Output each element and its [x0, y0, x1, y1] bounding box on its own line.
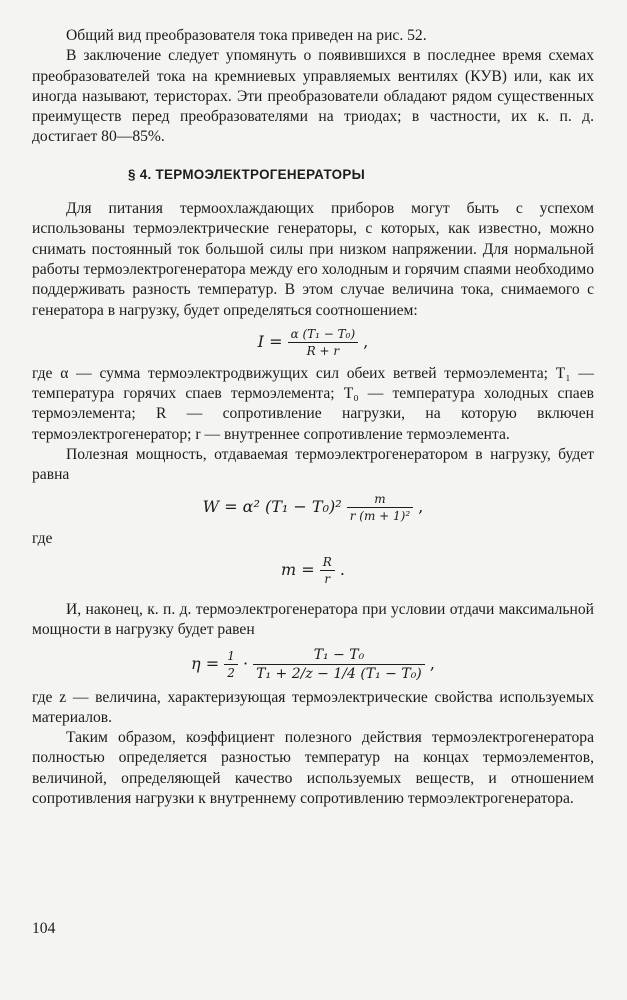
formula-current-denominator: R + r: [306, 343, 340, 358]
section-heading: § 4. ТЕРМОЭЛЕКТРОГЕНЕРАТОРЫ: [128, 166, 365, 182]
formula-current: [32, 327, 594, 358]
paragraph-2: В заключение следует упомянуть о появившихся в последнее время схемах преобразователей тока на кремниевых управляемых вентилях (КУВ) или, как их иногда называют, теристорах. Эти преобразователи обладают рядом существенных преимуществ перед преобразователями на триодах; в частности, их к. п. д. достигает 80—85%.: [32, 47, 594, 146]
paragraph-6: где: [32, 529, 53, 547]
page-number: 104: [32, 920, 56, 937]
formula-ratio-tail: .: [339, 559, 345, 579]
formula-ratio: [32, 555, 594, 586]
formula-ratio-fraction: [320, 555, 335, 586]
formula-power-fraction: [347, 492, 413, 523]
paragraph-9: Таким образом, коэффициент полезного действия термоэлектрогенератора полностью определяется разностью температур на концах термоэлементов, величиной, определяющей качество используемых веществ, и отношением сопротивления нагрузки к внутреннему сопротивлению термоэлектрогенератора.: [32, 729, 594, 808]
formula-current-lhs: I =: [257, 331, 283, 351]
formula-ratio-numerator: R: [320, 555, 335, 571]
formula-ratio-denominator: r: [324, 571, 331, 586]
formula-current-tail: ,: [363, 331, 369, 351]
formula-efficiency-half-denominator: 2: [227, 665, 235, 680]
formula-efficiency-half: [224, 649, 238, 680]
formula-power-denominator: r (m + 1)²: [349, 508, 411, 523]
book-page: [32, 26, 594, 809]
paragraph-3: Для питания термоохлаждающих приборов могут быть с успехом использованы термоэлектрические генераторы, с которых, как известно, можно снимать постоянный ток большой силы при низком напряжении. Для нормальной работы термоэлектрогенератора между его холодным и горячим спаями необходимо поддерживать разность температур. В этом случае величина тока, снимаемого с генератора в нагрузку, будет определяться соотношением:: [32, 200, 594, 319]
formula-power: [32, 492, 594, 523]
formula-power-numerator: m: [347, 492, 413, 508]
formula-power-tail: ,: [418, 496, 424, 516]
spacer: [32, 592, 594, 600]
formula-current-numerator: α (T₁ − T₀): [288, 327, 359, 343]
formula-efficiency-denominator: T₁ + 2/z − 1/4 (T₁ − T₀): [256, 665, 422, 682]
formula-ratio-lhs: m =: [281, 559, 315, 579]
paragraph-8: где z — величина, характеризующая термоэлектрические свойства используемых материалов.: [32, 688, 594, 726]
formula-efficiency-fraction: [253, 647, 425, 682]
paragraph-7: И, наконец, к. п. д. термоэлектрогенератора при условии отдачи максимальной мощности в нагрузку будет равен: [32, 600, 594, 639]
formula-efficiency: [32, 647, 594, 682]
paragraph-4: где α — сумма термоэлектродвижущих сил обеих ветвей термоэлемента; T₁ — температура горячих спаев термоэлемента; T₀ — температура холодных спаев термоэлемента; R — сопротивление нагрузки, на которую включен термоэлектрогенератор; r — внутреннее сопротивление термоэлемента.: [32, 364, 594, 443]
formula-efficiency-lhs: η =: [191, 653, 220, 673]
formula-efficiency-tail: ,: [429, 653, 435, 673]
formula-efficiency-half-numerator: 1: [224, 649, 238, 665]
formula-efficiency-numerator: T₁ − T₀: [253, 647, 425, 665]
paragraph-1: Общий вид преобразователя тока приведен на рис. 52.: [66, 27, 427, 44]
formula-power-lhs: W = α² (T₁ − T₀)²: [202, 496, 342, 516]
formula-current-fraction: [288, 327, 359, 358]
formula-efficiency-dot: ·: [242, 653, 249, 673]
paragraph-5: Полезная мощность, отдаваемая термоэлектрогенератором в нагрузку, будет равна: [32, 446, 594, 484]
